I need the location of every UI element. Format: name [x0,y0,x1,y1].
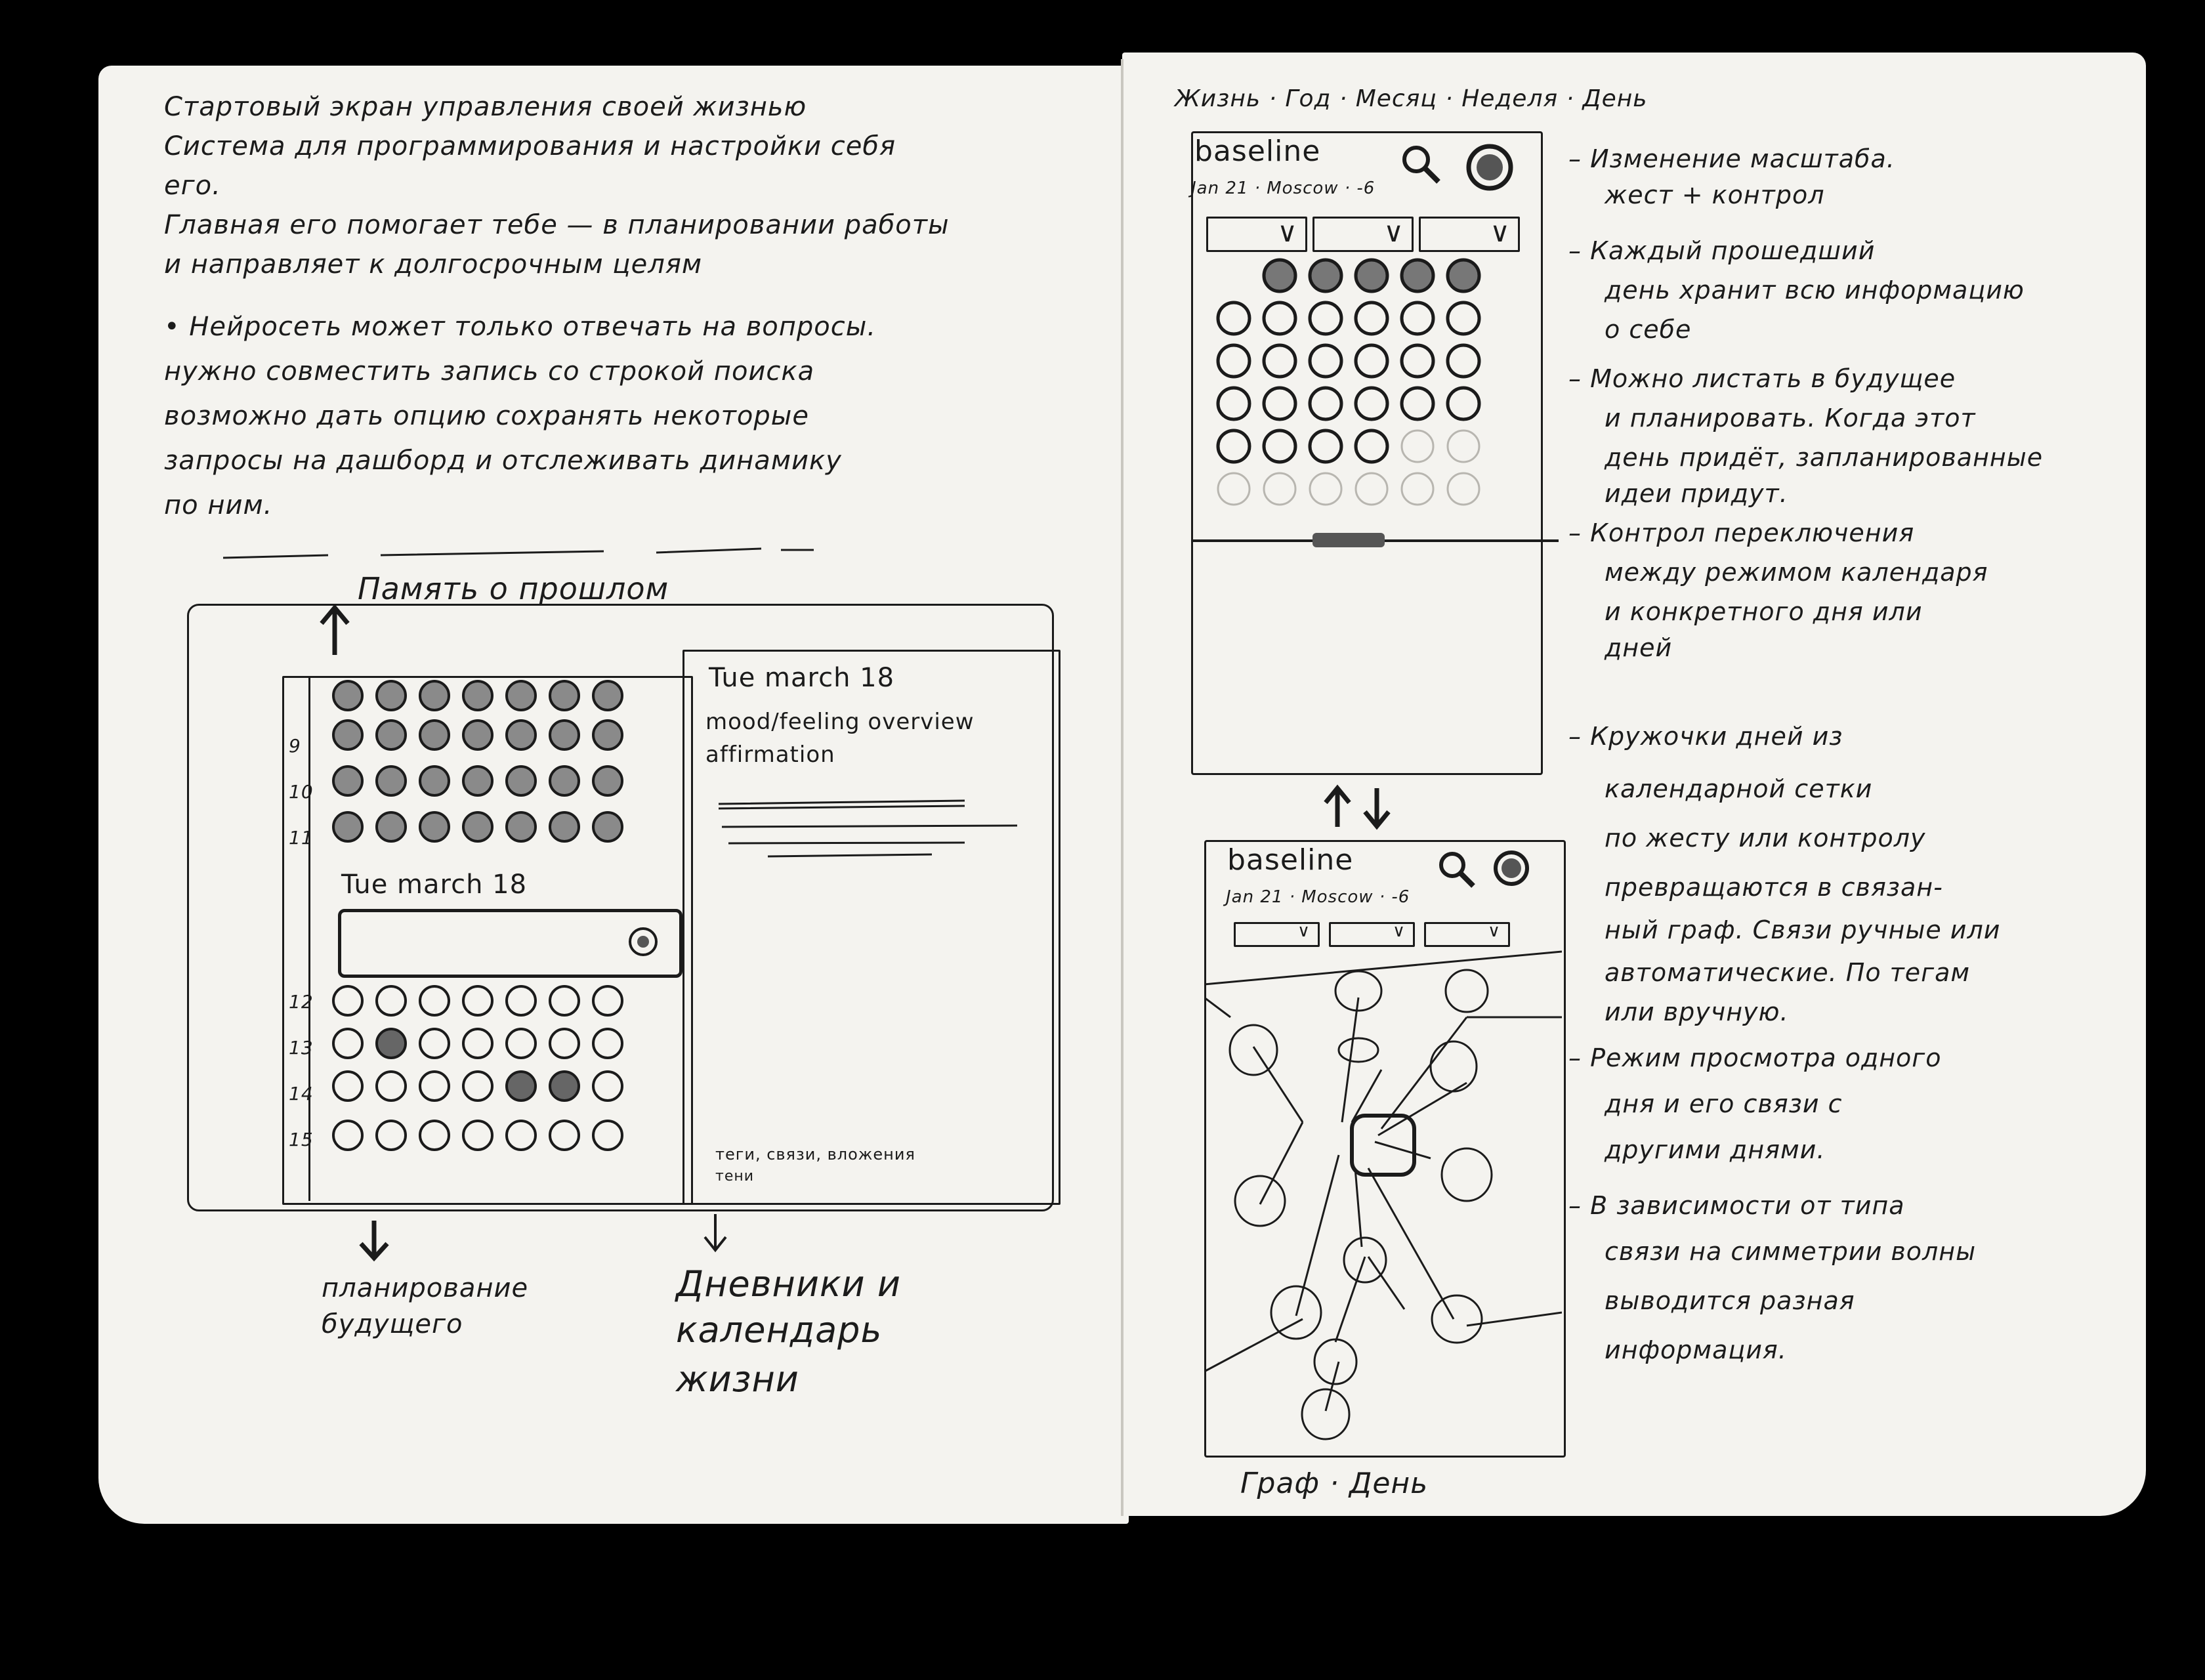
note-line: ный граф. Связи ручные или [1605,915,2001,944]
phone1-dropdown[interactable] [1419,217,1520,252]
caption-future-line2: будущего [322,1309,463,1339]
day-circle[interactable] [333,986,362,1015]
day-circle[interactable] [1310,430,1341,462]
phone1-drag-handle[interactable] [1312,533,1385,547]
day-circle[interactable] [1356,430,1387,462]
memory-label: Память о прошлом [358,571,669,606]
avatar-icon[interactable] [1490,847,1533,890]
date-label: Tue march 18 [341,870,528,900]
day-circle[interactable] [420,681,449,710]
note-line: день придёт, запланированные [1605,443,2044,472]
day-circle[interactable] [377,1121,406,1150]
chevron-down-icon: ∨ [1383,216,1404,248]
day-circle[interactable] [1448,345,1479,377]
day-circle[interactable] [1264,260,1295,291]
day-circle[interactable] [1264,388,1295,419]
note-line: или вручную. [1605,998,1789,1026]
note-line: дней [1605,633,1673,662]
note-line: идеи придут. [1605,479,1788,508]
day-circle[interactable] [1310,473,1341,505]
day-circle[interactable] [1356,345,1387,377]
book-spine [1121,59,1124,1516]
day-circle[interactable] [1310,388,1341,419]
day-circle[interactable] [420,1029,449,1058]
chevron-down-icon: ∨ [1487,921,1500,941]
intro-line: Стартовый экран управления своей жизнью [164,92,807,122]
day-circle[interactable] [333,1072,362,1101]
day-circle[interactable] [1448,260,1479,291]
note-line: – Каждый прошедший [1568,236,1876,265]
day-circle[interactable] [593,766,622,795]
intro-line: Система для программирования и настройки себя [164,131,896,161]
day-circle[interactable] [463,812,492,841]
day-circle[interactable] [377,986,406,1015]
note-line: информация. [1605,1335,1787,1364]
intro-line: Главная его помогает тебе — в планировании работы [164,210,950,240]
day-circle[interactable] [550,1121,579,1150]
day-circle[interactable] [1218,260,1250,291]
note-line: между режимом календаря [1605,558,1988,587]
day-circle[interactable] [1218,303,1250,334]
day-circle[interactable] [507,1029,536,1058]
day-circle[interactable] [1218,345,1250,377]
day-circle[interactable] [550,812,579,841]
day-circle[interactable] [1402,345,1433,377]
note-line: выводится разная [1605,1286,1855,1315]
day-circle[interactable] [1264,345,1295,377]
day-circle[interactable] [1310,345,1341,377]
day-graph [1204,945,1562,1454]
day-circle[interactable] [333,1121,362,1150]
phone1-dropdown[interactable] [1312,217,1414,252]
phone1-dropdown[interactable] [1206,217,1307,252]
day-circle[interactable] [507,766,536,795]
row-number: 12 [289,991,314,1013]
day-circle[interactable] [1218,388,1250,419]
day-circle[interactable] [593,1072,622,1101]
day-circle[interactable] [507,986,536,1015]
day-circle[interactable] [1264,430,1295,462]
day-circle[interactable] [463,1029,492,1058]
down-arrow-icon [696,1211,735,1257]
day-circle[interactable] [377,812,406,841]
phone2-dropdown[interactable] [1424,922,1510,947]
chevron-down-icon: ∨ [1392,921,1405,941]
phone2-subtitle: Jan 21 · Moscow · -6 [1226,887,1410,907]
panel-text-lines [715,794,1030,860]
row-number: 9 [289,735,301,757]
chevron-down-icon: ∨ [1277,216,1297,248]
record-button-icon[interactable] [623,922,663,961]
note-line: автоматические. По тегам [1605,958,1971,987]
note-line: – Контрол переключения [1568,518,1915,547]
day-circle[interactable] [1448,473,1479,505]
day-circle[interactable] [1264,473,1295,505]
day-circle[interactable] [377,681,406,710]
divider-line [223,545,853,564]
caption-future-line1: планирование [322,1273,529,1303]
day-circle[interactable] [507,1072,536,1101]
phone1-title: baseline [1194,135,1321,168]
search-icon[interactable] [1434,847,1480,892]
day-circle[interactable] [463,721,492,749]
day-circle[interactable] [1218,430,1250,462]
day-circle[interactable] [1448,388,1479,419]
row-number: 14 [289,1083,314,1104]
day-circle[interactable] [1356,473,1387,505]
day-circle[interactable] [1310,303,1341,334]
note-line: превращаются в связан- [1605,873,1943,902]
row-number: 13 [289,1037,314,1059]
bullet-line: по ним. [164,490,273,520]
note-line: – В зависимости от типа [1568,1191,1905,1220]
note-line: связи на симметрии волны [1605,1237,1977,1266]
bullet-line: нужно совместить запись со строкой поиска [164,356,815,387]
row-number: 11 [289,827,314,849]
panel-affirmation: affirmation [705,742,835,768]
day-circle[interactable] [463,681,492,710]
note-line: – Изменение масштаба. [1568,144,1895,173]
intro-line: и направляет к долгосрочным целям [164,249,703,280]
day-circle[interactable] [1356,303,1387,334]
row-number: 10 [289,781,314,803]
note-line: – Кружочки дней из [1568,722,1843,751]
intro-line: его. [164,171,221,201]
note-line: календарной сетки [1605,774,1873,803]
note-line: и конкретного дня или [1605,597,1923,626]
search-icon[interactable] [1398,141,1444,187]
note-line: – Режим просмотра одного [1568,1043,1942,1072]
note-line: по жесту или контролу [1605,824,1926,852]
day-circle[interactable] [333,681,362,710]
bullet-line: запросы на дашборд и отслеживать динамику [164,446,842,476]
scale-header: Жизнь · Год · Месяц · Неделя · День [1175,85,1648,112]
phone1-day-circles [1201,256,1503,518]
day-circle[interactable] [463,1072,492,1101]
day-circle[interactable] [333,721,362,749]
day-circle[interactable] [507,1121,536,1150]
note-line: жест + контрол [1605,180,1825,209]
day-circle[interactable] [1402,260,1433,291]
phone2-dropdown[interactable] [1329,922,1415,947]
day-circle[interactable] [507,721,536,749]
day-circle[interactable] [593,681,622,710]
day-circle[interactable] [593,812,622,841]
day-circle[interactable] [593,721,622,749]
switch-arrows-icon [1312,784,1404,830]
avatar-icon[interactable] [1463,141,1516,194]
panel-footer: теги, связи, вложения [715,1145,915,1164]
day-circle[interactable] [1402,388,1433,419]
note-line: день хранит всю информацию [1605,276,2025,304]
panel-footer-sub: тени [715,1168,755,1185]
day-circle[interactable] [507,812,536,841]
down-arrow-icon [354,1217,394,1263]
day-circle[interactable] [1310,260,1341,291]
chevron-down-icon: ∨ [1297,921,1310,941]
note-line: и планировать. Когда этот [1605,404,1976,432]
day-circle[interactable] [420,986,449,1015]
row-number: 15 [289,1129,314,1150]
day-circle[interactable] [1402,430,1433,462]
graph-caption: Граф · День [1240,1467,1429,1500]
day-circle[interactable] [420,721,449,749]
day-circle[interactable] [593,1029,622,1058]
note-line: о себе [1605,315,1692,344]
day-circle[interactable] [550,681,579,710]
day-circle[interactable] [507,681,536,710]
day-circle[interactable] [1356,388,1387,419]
day-circle[interactable] [1356,260,1387,291]
day-circle[interactable] [463,1121,492,1150]
day-circle[interactable] [463,766,492,795]
day-circle[interactable] [333,812,362,841]
day-circle[interactable] [333,766,362,795]
day-circle[interactable] [420,1121,449,1150]
panel-mood-line: mood/feeling overview [705,709,975,735]
chevron-down-icon: ∨ [1490,216,1510,248]
phone2-title: baseline [1227,843,1354,877]
day-circle[interactable] [1218,473,1250,505]
day-circle[interactable] [463,986,492,1015]
day-circle[interactable] [550,986,579,1015]
day-circle[interactable] [377,1072,406,1101]
day-circle[interactable] [1448,303,1479,334]
bullet-line: • Нейросеть может только отвечать на вопросы. [164,312,877,342]
bullet-line: возможно дать опцию сохранять некоторые [164,401,809,431]
phone1-subtitle: Jan 21 · Moscow · -6 [1191,178,1376,198]
day-circle[interactable] [1402,303,1433,334]
day-circle[interactable] [1264,303,1295,334]
caption-journal-line1: Дневники и [676,1263,901,1305]
day-circle[interactable] [550,1029,579,1058]
day-circle[interactable] [420,1072,449,1101]
panel-date: Tue march 18 [709,663,895,693]
day-circle[interactable] [550,1072,579,1101]
caption-journal-line2: календарь [676,1309,883,1351]
day-circle[interactable] [1448,430,1479,462]
day-circle[interactable] [593,986,622,1015]
day-circle[interactable] [550,766,579,795]
day-circle[interactable] [550,721,579,749]
day-circle[interactable] [420,812,449,841]
day-circle[interactable] [1402,473,1433,505]
grid-left-strip [308,676,310,1201]
caption-journal-line3: жизни [676,1358,799,1400]
phone2-dropdown[interactable] [1234,922,1320,947]
note-line: другими днями. [1605,1135,1826,1164]
note-line: дня и его связи с [1605,1089,1843,1118]
day-circle[interactable] [593,1121,622,1150]
day-circle[interactable] [333,1029,362,1058]
day-circle[interactable] [377,721,406,749]
note-line: – Можно листать в будущее [1568,364,1956,393]
day-circle[interactable] [420,766,449,795]
day-circle[interactable] [377,766,406,795]
day-circle[interactable] [377,1029,406,1058]
